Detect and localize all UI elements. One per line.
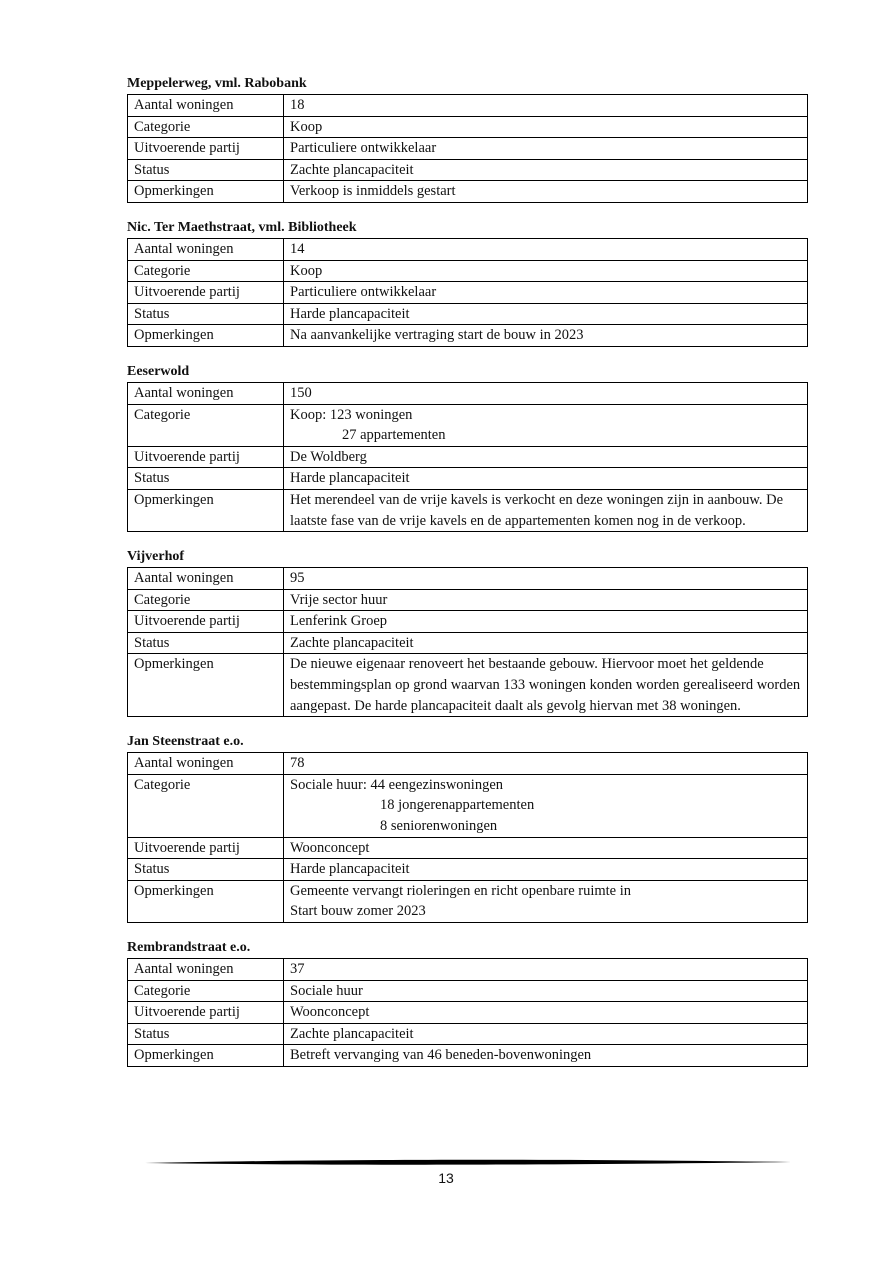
row-label: Status bbox=[128, 1023, 284, 1045]
row-value: Na aanvankelijke vertraging start de bouw in 2023 bbox=[290, 327, 584, 344]
row-value-cell bbox=[284, 325, 808, 347]
row-label: Opmerkingen bbox=[128, 654, 284, 717]
table-row bbox=[128, 774, 808, 837]
table-row bbox=[128, 568, 808, 590]
row-value-cell bbox=[284, 753, 808, 775]
row-value-continuation: 18 jongerenappartementen bbox=[380, 797, 535, 814]
row-value: Harde plancapaciteit bbox=[290, 305, 410, 322]
project-section bbox=[127, 938, 809, 1067]
row-value: De Woldberg bbox=[290, 448, 367, 465]
section-title: Rembrandstraat e.o. bbox=[127, 940, 251, 955]
row-value-cell bbox=[284, 980, 808, 1002]
row-label: Opmerkingen bbox=[128, 880, 284, 922]
row-label: Aantal woningen bbox=[128, 753, 284, 775]
row-value: Koop: 123 woningen bbox=[290, 406, 413, 423]
row-label: Aantal woningen bbox=[128, 95, 284, 117]
row-value-continuation: 27 appartementen bbox=[342, 427, 446, 444]
project-section bbox=[127, 362, 809, 532]
project-table bbox=[127, 382, 808, 532]
row-label: Aantal woningen bbox=[128, 568, 284, 590]
row-value-cell bbox=[284, 632, 808, 654]
table-row bbox=[128, 1002, 808, 1024]
table-row bbox=[128, 238, 808, 260]
row-value-cell bbox=[284, 238, 808, 260]
table-row bbox=[128, 446, 808, 468]
row-value-cell bbox=[284, 260, 808, 282]
row-value: Particuliere ontwikkelaar bbox=[290, 284, 437, 301]
row-label: Categorie bbox=[128, 980, 284, 1002]
row-value: 150 bbox=[290, 384, 312, 401]
table-row bbox=[128, 837, 808, 859]
row-value-cell bbox=[284, 880, 808, 922]
row-value-cell bbox=[284, 837, 808, 859]
row-value-cell bbox=[284, 1023, 808, 1045]
row-label: Categorie bbox=[128, 774, 284, 837]
table-row bbox=[128, 654, 808, 717]
row-label: Uitvoerende partij bbox=[128, 611, 284, 633]
row-value-cell bbox=[284, 95, 808, 117]
row-value: Verkoop is inmiddels gestart bbox=[290, 183, 456, 200]
row-value-cell bbox=[284, 404, 808, 446]
page-number: 13 bbox=[438, 1170, 454, 1186]
table-row bbox=[128, 959, 808, 981]
row-value-cell bbox=[284, 1045, 808, 1067]
section-title: Nic. Ter Maethstraat, vml. Bibliotheek bbox=[127, 219, 357, 235]
row-value-cell bbox=[284, 181, 808, 203]
project-section bbox=[127, 74, 809, 203]
document-content bbox=[127, 74, 809, 1082]
row-label: Uitvoerende partij bbox=[128, 138, 284, 160]
row-value: Het merendeel van de vrije kavels is verkocht en deze woningen zijn in aanbouw. De laatste fase van de vrije kavels en de appartementen komen nog in de verkoop. bbox=[290, 491, 784, 529]
project-table bbox=[127, 94, 808, 203]
row-value-cell bbox=[284, 774, 808, 837]
project-section bbox=[127, 732, 809, 923]
row-value: Harde plancapaciteit bbox=[290, 470, 410, 487]
row-value-cell bbox=[284, 654, 808, 717]
row-label: Status bbox=[128, 859, 284, 881]
section-title: Eeserwold bbox=[127, 363, 190, 379]
row-value: Lenferink Groep bbox=[290, 613, 388, 630]
row-value-cell bbox=[284, 159, 808, 181]
row-value: Zachte plancapaciteit bbox=[290, 634, 414, 651]
row-label: Categorie bbox=[128, 589, 284, 611]
row-value: 14 bbox=[290, 240, 305, 257]
table-row bbox=[128, 159, 808, 181]
table-row bbox=[128, 1045, 808, 1067]
table-row bbox=[128, 95, 808, 117]
row-value: Gemeente vervangt rioleringen en richt openbare ruimte in bbox=[290, 882, 632, 899]
row-label: Uitvoerende partij bbox=[128, 837, 284, 859]
row-label: Opmerkingen bbox=[128, 325, 284, 347]
section-title: Vijverhof bbox=[127, 549, 185, 565]
row-label: Uitvoerende partij bbox=[128, 282, 284, 304]
row-value: Vrije sector huur bbox=[290, 591, 388, 608]
row-label: Status bbox=[128, 468, 284, 490]
row-label: Aantal woningen bbox=[128, 238, 284, 260]
row-value: Zachte plancapaciteit bbox=[290, 161, 414, 178]
row-label: Status bbox=[128, 632, 284, 654]
row-value: Zachte plancapaciteit bbox=[290, 1025, 414, 1042]
row-value-cell bbox=[284, 959, 808, 981]
footer-divider bbox=[145, 1156, 791, 1170]
row-value: 95 bbox=[290, 570, 305, 587]
row-value-cell bbox=[284, 611, 808, 633]
row-label: Opmerkingen bbox=[128, 1045, 284, 1067]
row-value-continuation: Start bouw zomer 2023 bbox=[290, 903, 426, 920]
row-label: Uitvoerende partij bbox=[128, 1002, 284, 1024]
row-value-cell bbox=[284, 382, 808, 404]
row-value-cell bbox=[284, 116, 808, 138]
table-row bbox=[128, 1023, 808, 1045]
table-row bbox=[128, 753, 808, 775]
row-label: Categorie bbox=[128, 116, 284, 138]
section-title: Meppelerweg, vml. Rabobank bbox=[127, 76, 307, 91]
row-value-cell bbox=[284, 138, 808, 160]
row-label: Categorie bbox=[128, 404, 284, 446]
row-label: Status bbox=[128, 303, 284, 325]
row-value-cell bbox=[284, 468, 808, 490]
row-value-cell bbox=[284, 859, 808, 881]
table-row bbox=[128, 980, 808, 1002]
table-row bbox=[128, 282, 808, 304]
row-label: Opmerkingen bbox=[128, 489, 284, 531]
project-table bbox=[127, 238, 808, 347]
table-row bbox=[128, 382, 808, 404]
section-title: Jan Steenstraat e.o. bbox=[127, 734, 244, 750]
row-value: Betreft vervanging van 46 beneden-bovenwoningen bbox=[290, 1047, 592, 1064]
row-value: De nieuwe eigenaar renoveert het bestaande gebouw. Hiervoor moet het geldende bestemmingsplan op grond waarvan 133 woningen konden worden gerealiseerd worden aangepast. De harde plancapaciteit daalt als gevolg hiervan met 38 woningen. bbox=[290, 656, 801, 714]
row-value: Woonconcept bbox=[290, 839, 370, 856]
row-value: Koop bbox=[290, 262, 323, 279]
table-row bbox=[128, 468, 808, 490]
table-row bbox=[128, 138, 808, 160]
row-value: 78 bbox=[290, 755, 305, 772]
row-value: Woonconcept bbox=[290, 1004, 370, 1021]
table-row bbox=[128, 181, 808, 203]
row-value-cell bbox=[284, 1002, 808, 1024]
project-table bbox=[127, 567, 808, 717]
row-value: 37 bbox=[290, 961, 305, 977]
row-label: Aantal woningen bbox=[128, 959, 284, 981]
row-label: Categorie bbox=[128, 260, 284, 282]
table-row bbox=[128, 632, 808, 654]
row-value-cell bbox=[284, 589, 808, 611]
table-row bbox=[128, 404, 808, 446]
table-row bbox=[128, 611, 808, 633]
row-value-cell bbox=[284, 446, 808, 468]
table-row bbox=[128, 260, 808, 282]
table-row bbox=[128, 116, 808, 138]
row-label: Uitvoerende partij bbox=[128, 446, 284, 468]
row-label: Status bbox=[128, 159, 284, 181]
row-value: Harde plancapaciteit bbox=[290, 861, 410, 878]
row-value-cell bbox=[284, 303, 808, 325]
table-row bbox=[128, 489, 808, 531]
row-label: Aantal woningen bbox=[128, 382, 284, 404]
table-row bbox=[128, 589, 808, 611]
table-row bbox=[128, 303, 808, 325]
row-value-continuation: 8 seniorenwoningen bbox=[380, 818, 498, 835]
table-row bbox=[128, 859, 808, 881]
row-value-cell bbox=[284, 282, 808, 304]
row-value: Sociale huur: 44 eengezinswoningen bbox=[290, 776, 504, 793]
row-value-cell bbox=[284, 489, 808, 531]
row-value: Koop bbox=[290, 118, 323, 135]
project-section bbox=[127, 547, 809, 717]
project-table bbox=[127, 958, 808, 1067]
project-section bbox=[127, 218, 809, 347]
row-label: Opmerkingen bbox=[128, 181, 284, 203]
row-value: Particuliere ontwikkelaar bbox=[290, 140, 437, 157]
project-table bbox=[127, 752, 808, 923]
row-value: 18 bbox=[290, 97, 305, 113]
table-row bbox=[128, 325, 808, 347]
table-row bbox=[128, 880, 808, 922]
row-value-cell bbox=[284, 568, 808, 590]
row-value: Sociale huur bbox=[290, 982, 363, 999]
